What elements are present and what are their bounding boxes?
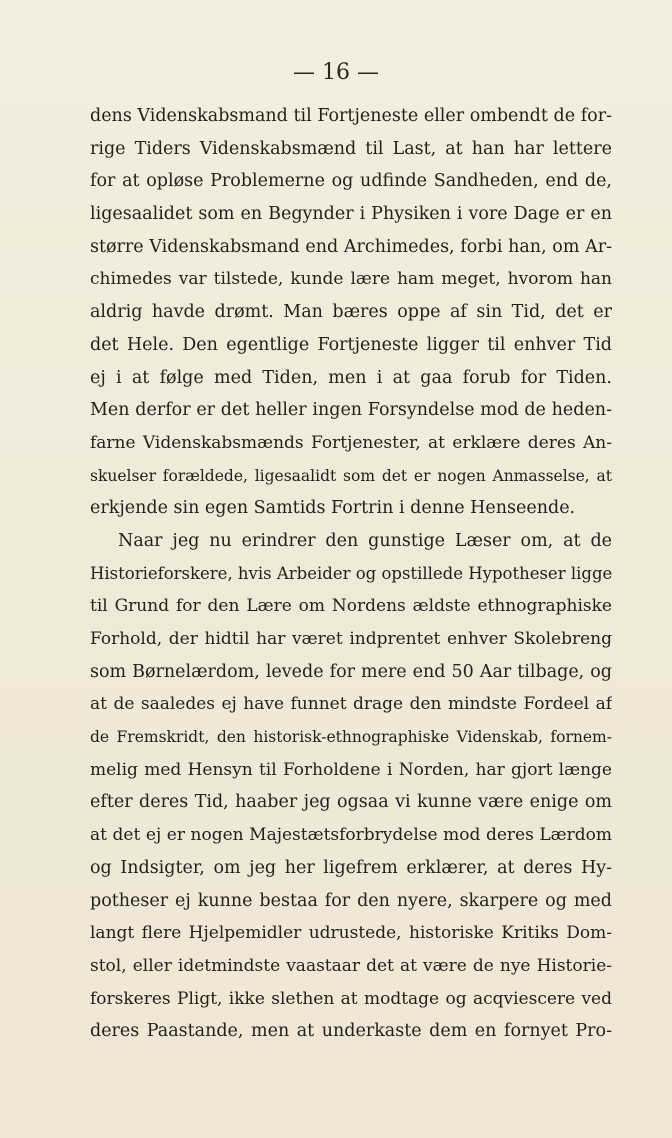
text-line: farne Videnskabsmænds Fortjenester, at erklære deres An- bbox=[90, 432, 612, 453]
text-line: og Indsigter, om jeg her ligefrem erklærer, at deres Hy- bbox=[90, 857, 612, 878]
text-line: Men derfor er det heller ingen Forsyndelse mod de heden- bbox=[90, 400, 612, 421]
text-line: rige Tiders Videnskabsmænd til Last, at han har lettere bbox=[90, 138, 612, 159]
text-line: efter deres Tid, haaber jeg ogsaa vi kunne være enige om bbox=[90, 792, 612, 813]
text-line: det Hele. Den egentlige Fortjeneste ligger til enhver Tid bbox=[90, 334, 612, 355]
text-line: erkjende sin egen Samtids Fortrin i denne Henseende. bbox=[90, 498, 576, 519]
text-line: ej i at følge med Tiden, men i at gaa forub for Tiden. bbox=[90, 367, 612, 388]
text-line: langt flere Hjelpemidler udrustede, historiske Kritiks Dom- bbox=[90, 923, 612, 944]
text-line: som Børnelærdom, levede for mere end 50 Aar tilbage, og bbox=[90, 661, 612, 682]
text-line: melig med Hensyn til Forholdene i Norden, har gjort længe bbox=[90, 759, 612, 780]
body-text bbox=[90, 100, 612, 1048]
text-line: Forhold, der hidtil har været indprentet enhver Skolebreng bbox=[90, 629, 612, 649]
text-line: aldrig havde drømt. Man bæres oppe af sin Tid, det er bbox=[90, 302, 612, 323]
text-line: Naar jeg nu erindrer den gunstige Læser om, at de bbox=[118, 530, 612, 551]
text-line: større Videnskabsmand end Archimedes, forbi han, om Ar- bbox=[90, 236, 612, 257]
text-line: at de saaledes ej have funnet drage den mindste Fordeel af bbox=[90, 694, 612, 715]
text-line: skuelser forældede, ligesaalidt som det er nogen Anmasselse, at bbox=[90, 466, 612, 485]
text-line: dens Videnskabsmand til Fortjeneste eller ombendt de for- bbox=[90, 106, 612, 126]
text-line: deres Paastande, men at underkaste dem en fornyet Pro- bbox=[90, 1021, 612, 1042]
text-line: for at opløse Problemerne og udfinde Sandheden, end de, bbox=[90, 171, 612, 192]
text-line: chimedes var tilstede, kunde lære ham meget, hvorom han bbox=[90, 269, 612, 290]
text-line: at det ej er nogen Majestætsforbrydelse mod deres Lærdom bbox=[90, 825, 612, 846]
text-line: forskeres Pligt, ikke slethen at modtage og acqviescere ved bbox=[90, 988, 612, 1009]
text-line: Historieforskere, hvis Arbeider og opstillede Hypotheser ligge bbox=[90, 563, 612, 583]
page-number: — 16 — bbox=[293, 60, 379, 85]
text-line: stol, eller idetmindste vaastaar det at være de nye Historie- bbox=[90, 955, 612, 976]
text-line: ligesaalidet som en Begynder i Physiken i vore Dage er en bbox=[90, 204, 612, 225]
text-line: til Grund for den Lære om Nordens ældste ethnographiske bbox=[90, 596, 612, 617]
text-line: potheser ej kunne bestaa for den nyere, skarpere og med bbox=[90, 890, 612, 911]
text-line: de Fremskridt, den historisk-ethnographiske Videnskab, fornem- bbox=[90, 728, 612, 747]
